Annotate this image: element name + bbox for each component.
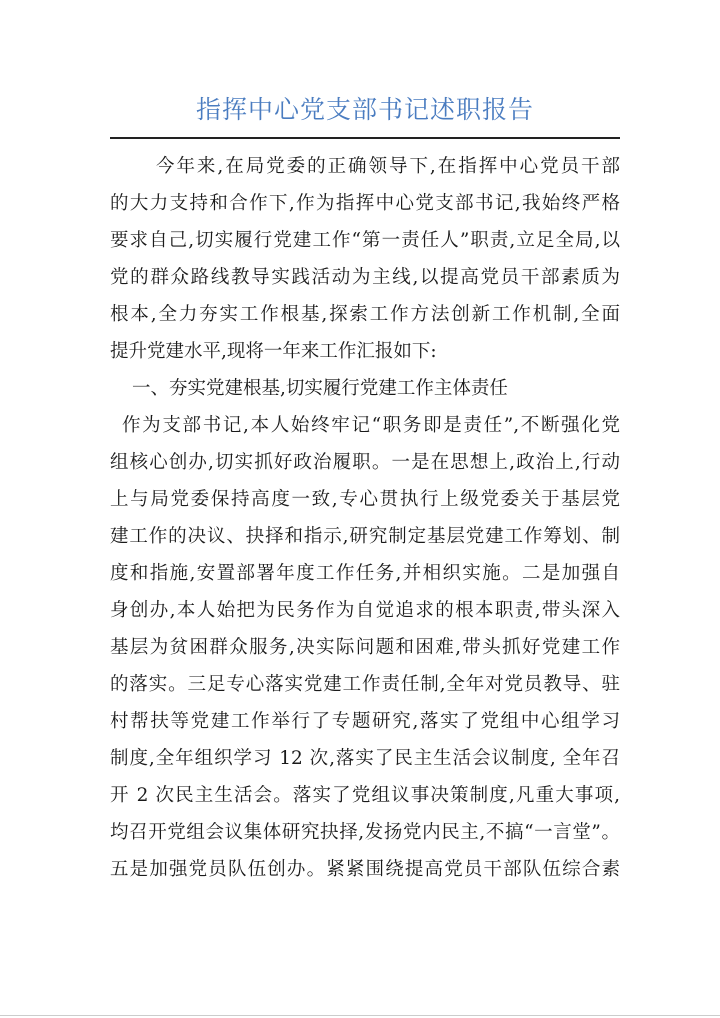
body-line: 组核心创办,切实抓好政治履职。一是在思想上,政治上,行动 [110,452,620,473]
body-line: 制度,全年组织学习 12 次,落实了民主生活会议制度, 全年召 [110,748,620,769]
body-line: 建工作的决议、抉择和指示,研究制定基层党建工作筹划、制 [110,526,620,547]
body-line: 的落实。三足专心落实党建工作责任制,全年对党员教导、驻 [110,674,620,695]
body-line: 开 2 次民主生活会。落实了党组议事决策制度,凡重大事项, [110,785,620,806]
body-line: 度和指施,安置部署年度工作任务,并相织实施。二是加强自 [110,563,620,584]
body-line: 根本,全力夯实工作根基,探索工作方法创新工作机制,全面 [110,304,620,325]
page-bottom-border [0,1015,720,1016]
title-underline [110,137,620,139]
body-line: 五是加强党员队伍创办。紧紧围绕提高党员干部队伍综合素 [110,859,620,880]
document-title: 指挥中心党支部书记述职报告 [195,95,534,124]
body-line: 村帮扶等党建工作举行了专题研究,落实了党组中心组学习 [110,711,620,732]
body-line: 今年来,在局党委的正确领导下,在指挥中心党员干部 [156,156,620,177]
body-line: 身创办,本人始把为民务作为自觉追求的根本职责,带头深入 [110,600,620,621]
body-line: 上与局党委保持高度一致,专心贯执行上级党委关于基层党 [110,489,620,510]
document-body [110,148,620,888]
body-line: 基层为贫困群众服务,决实际问题和困难,带头抓好党建工作 [110,637,620,658]
body-line: 要求自己,切实履行党建工作“第一责任人”职责,立足全局,以 [110,230,620,251]
body-line: 党的群众路线教导实践活动为主线,以提高党员干部素质为 [110,267,620,288]
body-line: 作为支部书记,本人始终牢记“职务即是责任”,不断强化党 [122,415,620,436]
body-line: 提升党建水平,现将一年来工作汇报如下: [110,341,437,362]
body-line: 的大力支持和合作下,作为指挥中心党支部书记,我始终严格 [110,193,620,214]
section-heading: 一、夯实党建根基,切实履行党建工作主体责任 [132,378,508,399]
body-line: 均召开党组会议集体研究抉择,发扬党内民主,不搞“一言堂”。 [110,822,620,843]
